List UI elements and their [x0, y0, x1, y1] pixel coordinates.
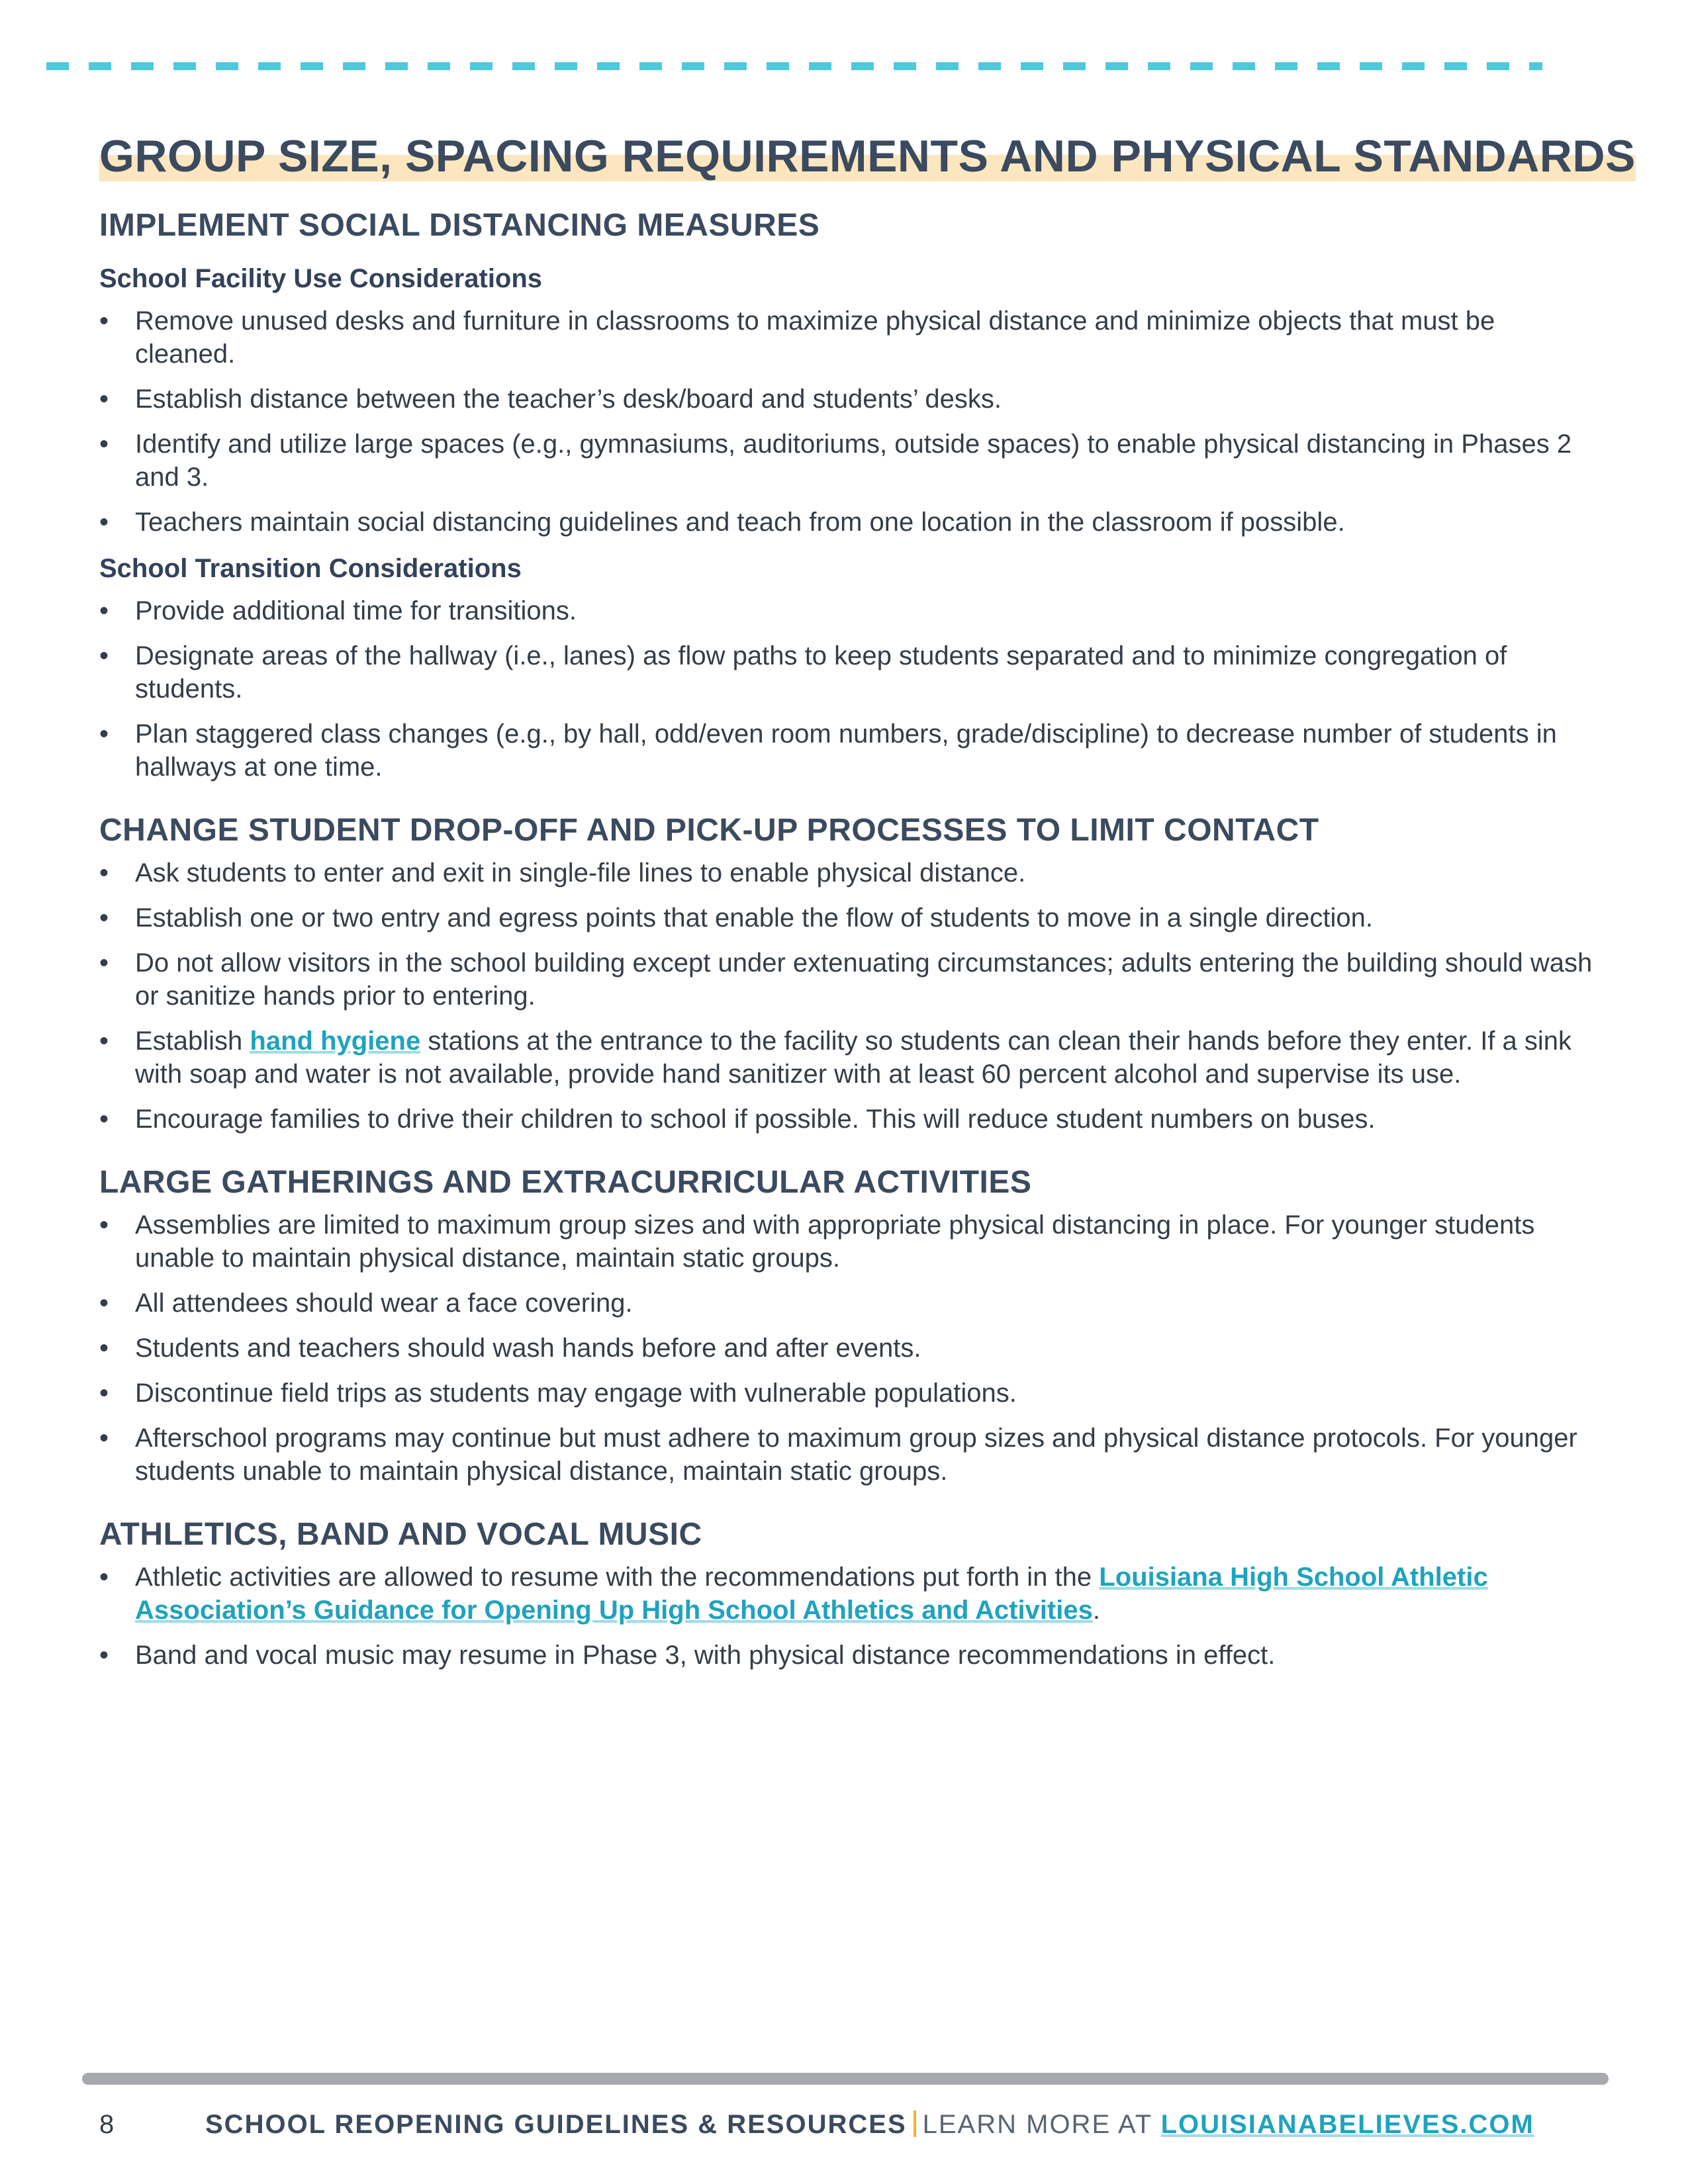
top-dashed-rule — [46, 62, 1542, 70]
footer-divider — [914, 2111, 916, 2137]
list-item: • All attendees should wear a face covering. — [99, 1287, 1595, 1320]
footer-title: SCHOOL REOPENING GUIDELINES & RESOURCES — [205, 2110, 907, 2139]
section-heading-dropoff: CHANGE STUDENT DROP-OFF AND PICK-UP PROCESSES TO LIMIT CONTACT — [99, 813, 1319, 848]
list-item: • Designate areas of the hallway (i.e., lanes) as flow paths to keep students separated and to minimize congregation of students. — [99, 639, 1595, 705]
gatherings-list — [99, 1208, 1595, 1488]
list-item: • Identify and utilize large spaces (e.g., gymnasiums, auditoriums, outside spaces) to enable physical distancing in Phases 2 and 3. — [99, 428, 1595, 494]
section-heading-athletics: ATHLETICS, BAND AND VOCAL MUSIC — [99, 1517, 702, 1552]
list-item: • Afterschool programs may continue but must adhere to maximum group sizes and physical distance protocols. For younger students unable to maintain physical distance, maintain static groups. — [99, 1422, 1595, 1488]
list-item: • Provide additional time for transitions. — [99, 594, 1595, 627]
footer-text — [205, 2105, 1534, 2144]
list-item: • Establish one or two entry and egress points that enable the flow of students to move in a single direction. — [99, 901, 1595, 934]
list-item: • Establish distance between the teacher’s desk/board and students’ desks. — [99, 383, 1595, 416]
hand-hygiene-link[interactable]: hand hygiene — [250, 1026, 421, 1056]
page-title: GROUP SIZE, SPACING REQUIREMENTS AND PHYSICAL STANDARDS — [99, 126, 1636, 186]
page-footer — [99, 2105, 1595, 2144]
athletic-text-post: . — [1092, 1596, 1100, 1625]
lhsaa-guidance-link[interactable]: Louisiana High School Athletic Association’s Guidance for Opening Up High School Athletics and Activities — [135, 1563, 1488, 1625]
transition-list — [99, 594, 1595, 784]
list-item: • Do not allow visitors in the school building except under extenuating circumstances; adults entering the building should wash or sanitize hands prior to entering. — [99, 946, 1595, 1013]
facility-use-list — [99, 304, 1595, 539]
list-item: • Discontinue field trips as students may engage with vulnerable populations. — [99, 1377, 1595, 1410]
list-item: • Students and teachers should wash hands before and after events. — [99, 1332, 1595, 1365]
footer-rule — [82, 2073, 1609, 2085]
list-item: • Encourage families to drive their children to school if possible. This will reduce student numbers on buses. — [99, 1103, 1595, 1136]
list-item: • Assemblies are limited to maximum group sizes and with appropriate physical distancing in place. For younger students unable to maintain physical distance, maintain static groups. — [99, 1208, 1595, 1275]
list-item: • Plan staggered class changes (e.g., by hall, odd/even room numbers, grade/discipline) to decrease number of students in hallways at one time. — [99, 717, 1595, 784]
page-number: 8 — [99, 2110, 115, 2139]
hygiene-text-pre: Establish — [135, 1026, 250, 1056]
section-heading-gatherings: LARGE GATHERINGS AND EXTRACURRICULAR ACTIVITIES — [99, 1165, 1032, 1200]
hygiene-text-post: stations at the entrance to the facility so students can clean their hands before they enter. If a sink with soap and water is not available, provide hand sanitizer with at least 60 percent alcohol and supervise its use. — [135, 1026, 1572, 1089]
footer-learn-more: LEARN MORE AT — [922, 2110, 1152, 2139]
subheading-facility-use: School Facility Use Considerations — [99, 264, 543, 293]
section-heading-social-distancing: IMPLEMENT SOCIAL DISTANCING MEASURES — [99, 208, 820, 243]
list-item: • Remove unused desks and furniture in classrooms to maximize physical distance and minimize objects that must be cleaned. — [99, 304, 1595, 371]
main-content — [99, 205, 1595, 1684]
list-item: • Teachers maintain social distancing guidelines and teach from one location in the classroom if possible. — [99, 506, 1595, 539]
list-item: • Ask students to enter and exit in single-file lines to enable physical distance. — [99, 856, 1595, 889]
subheading-transition: School Transition Considerations — [99, 554, 522, 583]
athletics-list — [99, 1561, 1595, 1672]
list-item-athletics — [99, 1561, 1595, 1627]
list-item: • Band and vocal music may resume in Phase 3, with physical distance recommendations in effect. — [99, 1639, 1595, 1672]
list-item-hand-hygiene — [99, 1024, 1595, 1091]
dropoff-list — [99, 856, 1595, 1136]
athletic-text-pre: Athletic activities are allowed to resume with the recommendations put forth in the — [135, 1563, 1100, 1592]
footer-site-link[interactable]: LOUISIANABELIEVES.COM — [1160, 2110, 1534, 2139]
